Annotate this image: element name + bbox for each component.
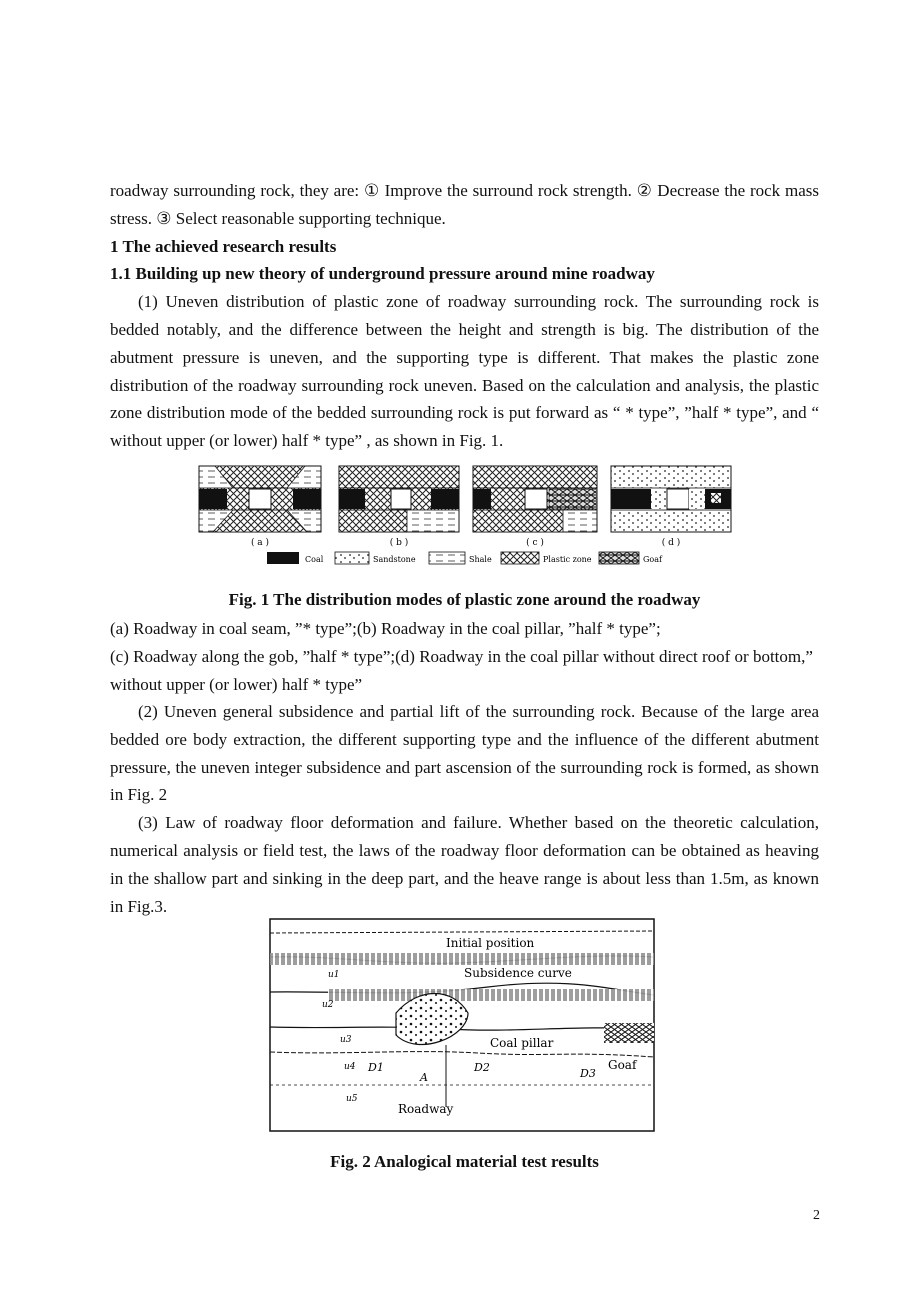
fig2-label-a: A <box>420 1071 428 1084</box>
fig2-label-subsidence: Subsidence curve <box>464 966 572 980</box>
legend-goaf: Goaf <box>643 555 662 564</box>
fig2-label-u1: u1 <box>328 970 340 980</box>
fig2-label-roadway: Roadway <box>398 1102 454 1116</box>
fig1-panel-c <box>473 466 597 532</box>
legend-swatch-coal <box>267 552 299 564</box>
legend-sandstone: Sandstone <box>373 555 416 564</box>
fig2-label-u2: u2 <box>322 1000 334 1010</box>
fig2-label-goaf: Goaf <box>608 1058 637 1072</box>
panel-label-c: ( c ) <box>526 538 544 548</box>
fig2-label-pillar: Coal pillar <box>490 1036 554 1050</box>
fig2-label-initial: Initial position <box>446 936 535 950</box>
panel-label-d: ( d ) <box>661 538 681 548</box>
figure-1-caption: Fig. 1 The distribution modes of plastic zone around the roadway <box>228 590 701 609</box>
paragraph-3: (3) Law of roadway floor deformation and failure. Whether based on the theoretic calculation, numerical analysis or field test, the laws of the roadway floor deformation can be obtained as heaving in the shallow part and sinking in the deep part, and the heave range is about less than 1.5m, as known in Fig.3. <box>110 813 819 916</box>
fig2-label-u5: u5 <box>346 1094 358 1104</box>
body-text-bottom <box>110 698 819 920</box>
figure-1-note-2: (c) Roadway along the gob, ”half * type”;(d) Roadway in the coal pillar without direct roof or bottom,” without upper (or lower) half * type” <box>110 646 813 694</box>
fig2-label-d2: D2 <box>474 1061 490 1074</box>
subsection-heading: 1.1 Building up new theory of underground pressure around mine roadway <box>110 264 655 284</box>
legend-shale: Shale <box>469 555 492 564</box>
intro-paragraph: roadway surrounding rock, they are: ① Improve the surround rock strength. ② Decrease the rock mass stress. ③ Select reasonable supporting technique. <box>110 181 819 228</box>
paragraph-2: (2) Uneven general subsidence and partial lift of the surrounding rock. Because of the large area bedded ore body extraction, the different supporting type and the influence of the different abutment pressure, the uneven integer subsidence and part ascension of the surrounding rock is formed, as shown in Fig. 2 <box>110 702 819 805</box>
fig1-legend <box>267 552 663 564</box>
fig2-label-d1: D1 <box>368 1061 384 1074</box>
fig1-panel-d <box>611 466 731 532</box>
page-number: 2 <box>813 1208 820 1223</box>
fig2-label-u3: u3 <box>340 1035 352 1045</box>
fig1-panel-b <box>339 466 459 532</box>
legend-plastic-zone: Plastic zone <box>543 555 592 564</box>
panel-label-b: ( b ) <box>389 538 409 548</box>
figure-2-caption: Fig. 2 Analogical material test results <box>330 1152 599 1171</box>
fig2-label-u4: u4 <box>344 1062 356 1072</box>
fig2-label-d3: D3 <box>580 1067 596 1080</box>
body-text-top <box>110 177 819 455</box>
fig1-panel-a <box>199 466 321 532</box>
section-heading: 1 The achieved research results <box>110 236 337 256</box>
figure-1 <box>195 462 735 572</box>
paragraph-1: (1) Uneven distribution of plastic zone of roadway surrounding rock. The surrounding rock is bedded notably, and the difference between the height and strength is big. The distribution of the abutment pressure is uneven, and the supporting type is different. That makes the plastic zone distribution of the roadway surrounding rock uneven. Based on the calculation and analysis, the plastic zone distribution mode of the bedded surrounding rock is put forward as “ * type”, ”half * type”, and “ without upper (or lower) half * type” , as shown in Fig. 1. <box>110 292 819 451</box>
legend-swatch-plastic-zone <box>501 552 539 564</box>
legend-swatch-shale <box>429 552 465 564</box>
legend-swatch-sandstone <box>335 552 369 564</box>
legend-coal: Coal <box>305 555 324 564</box>
legend-swatch-goaf <box>599 552 639 564</box>
panel-label-a: ( a ) <box>250 538 270 548</box>
fig2-goaf-zone <box>604 1023 654 1043</box>
figure-1-notes <box>110 615 819 698</box>
figure-1-note-1: (a) Roadway in coal seam, ”* type”;(b) Roadway in the coal pillar, ”half * type”; <box>110 619 661 638</box>
figure-2 <box>268 917 656 1133</box>
